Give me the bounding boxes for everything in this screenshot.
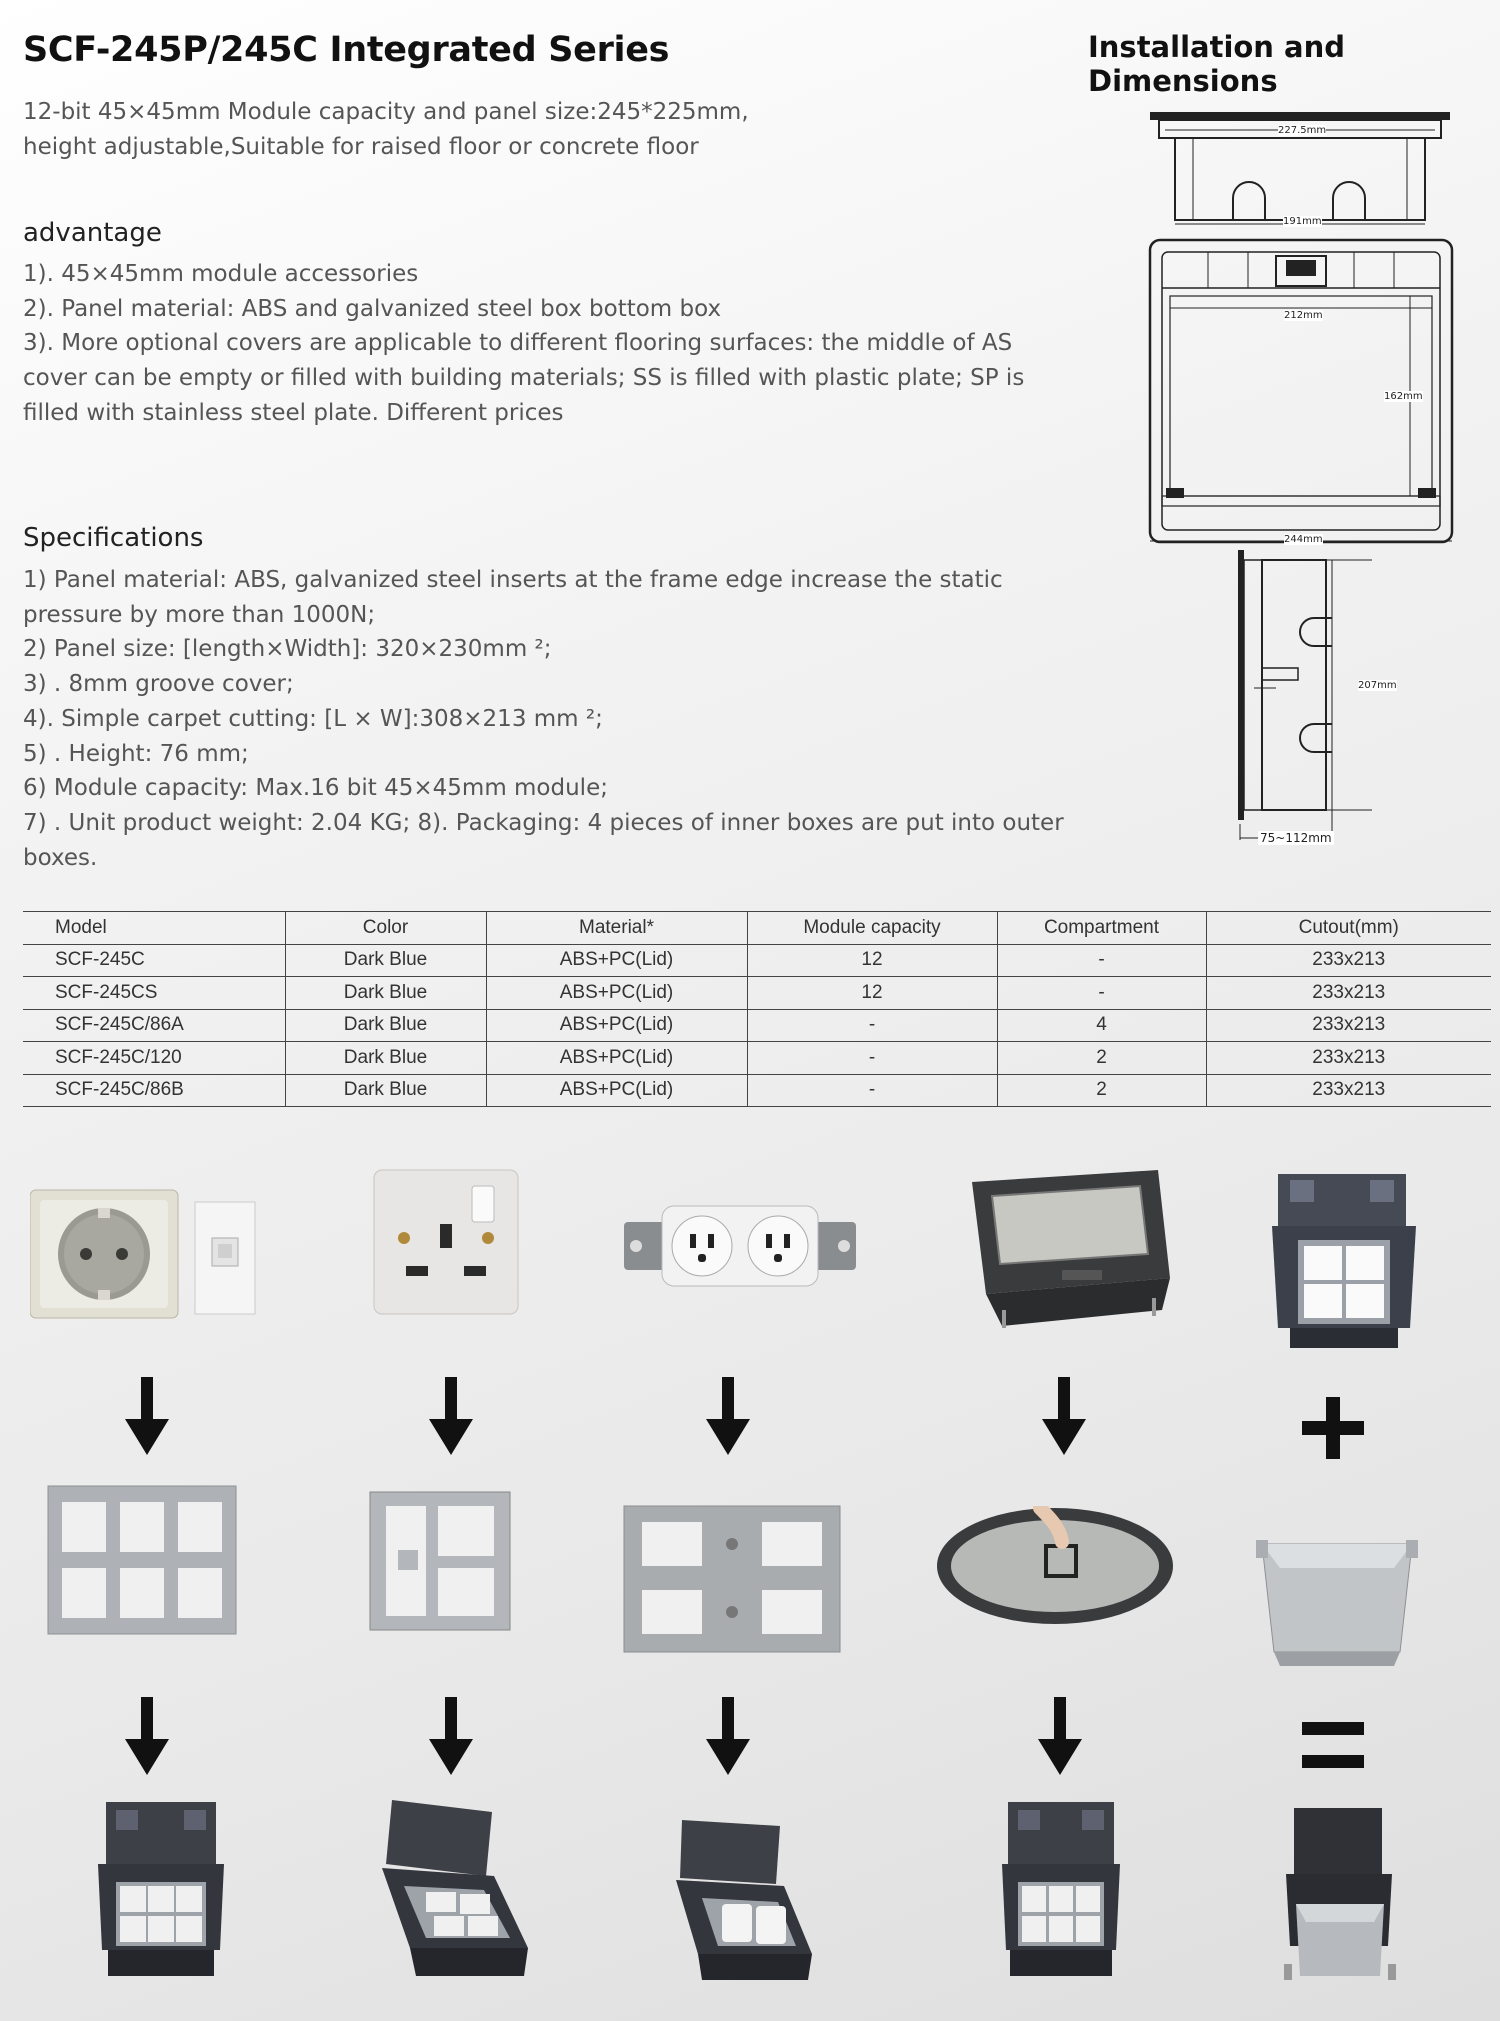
down-arrow-icon: [125, 1377, 169, 1455]
specifications-heading: Specifications: [23, 523, 204, 553]
spec-item: 2) Panel size: [length×Width]: 320×230mm ²;: [23, 636, 552, 663]
spec-item: 5) . Height: 76 mm;: [23, 740, 249, 767]
table-cell: Dark Blue: [285, 1074, 486, 1107]
column-header: Model: [23, 912, 285, 945]
subtitle: [23, 95, 1053, 165]
table-cell: 233x213: [1206, 1074, 1491, 1107]
table-cell: Dark Blue: [285, 1009, 486, 1042]
spec-item: 4). Simple carpet cutting: [L × W]:308×213 mm ²;: [23, 705, 603, 732]
table-cell: 233x213: [1206, 944, 1491, 977]
table-header-row: [23, 912, 1491, 945]
assembled-box-stone-lid-image: [1000, 1800, 1122, 1982]
table-row: [23, 1042, 1491, 1075]
down-arrow-icon: [429, 1377, 473, 1455]
drawing-side-view: [1236, 548, 1397, 848]
table-cell: 4: [997, 1009, 1206, 1042]
down-arrow-icon: [706, 1377, 750, 1455]
dimension-label: 75~112mm: [1260, 831, 1332, 845]
stone-lid-insert-hand-image: [936, 1506, 1174, 1630]
two-gang-steel-frame-image: [368, 1490, 512, 1636]
dimension-label: 162mm: [1384, 391, 1423, 402]
dimension-label: 191mm: [1283, 216, 1322, 227]
table-cell: Dark Blue: [285, 944, 486, 977]
model-table: [23, 911, 1491, 1107]
equals-icon: [1302, 1722, 1364, 1768]
table-cell: ABS+PC(Lid): [486, 1009, 747, 1042]
spec-item: 6) Module capacity: Max.16 bit 45×45mm module;: [23, 775, 608, 802]
down-arrow-icon: [429, 1697, 473, 1775]
table-row: [23, 1009, 1491, 1042]
table-row: [23, 1074, 1491, 1107]
us-duplex-receptacle-image: [624, 1204, 856, 1292]
drawing-top-view: [1145, 108, 1455, 228]
subtitle-line: 12-bit 45×45mm Module capacity and panel size:245*225mm,: [23, 99, 749, 125]
dimension-label: 207mm: [1358, 680, 1397, 691]
down-arrow-icon: [125, 1697, 169, 1775]
table-cell: SCF-245C/86B: [23, 1074, 285, 1107]
spec-item: 1) Panel material: ABS, galvanized steel inserts at the frame edge increase the static pressure by more than 1000N;: [23, 567, 1003, 628]
column-header: Compartment: [997, 912, 1206, 945]
advantage-list: [23, 257, 1068, 431]
floor-box-uk-sockets-image: [1270, 1172, 1418, 1356]
dimension-label: 227.5mm: [1278, 125, 1327, 136]
table-cell: SCF-245C/86A: [23, 1009, 285, 1042]
assembled-box-six-module-image: [96, 1800, 226, 1982]
dimension-label: 244mm: [1284, 534, 1323, 545]
table-cell: -: [747, 1042, 997, 1075]
table-cell: Dark Blue: [285, 977, 486, 1010]
column-header: Material*: [486, 912, 747, 945]
table-cell: 2: [997, 1074, 1206, 1107]
dimension-label: 212mm: [1284, 310, 1323, 321]
table-cell: 12: [747, 944, 997, 977]
spec-item: 3) . 8mm groove cover;: [23, 671, 294, 698]
advantage-item: 3). More optional covers are applicable to different flooring surfaces: the middle of AS cover can be empty or filled with building materials; SS is filled with plastic plate; SP is filled with stainless steel plate. Different prices: [23, 330, 1025, 426]
page-title: SCF-245P/245C Integrated Series: [23, 30, 670, 70]
installation-title: Installation and Dimensions: [1088, 30, 1346, 98]
table-cell: SCF-245CS: [23, 977, 285, 1010]
down-arrow-icon: [1042, 1377, 1086, 1455]
spec-item: 7) . Unit product weight: 2.04 KG; 8). Packaging: 4 pieces of inner boxes are put into outer boxes.: [23, 809, 1064, 871]
floor-box-stone-lid-image: [962, 1160, 1174, 1334]
table-cell: SCF-245C: [23, 944, 285, 977]
drawing-plan-view: [1148, 238, 1454, 544]
table-cell: 12: [747, 977, 997, 1010]
down-arrow-icon: [1038, 1697, 1082, 1775]
table-cell: -: [747, 1074, 997, 1107]
column-header: Cutout(mm): [1206, 912, 1491, 945]
table-cell: -: [997, 944, 1206, 977]
table-cell: ABS+PC(Lid): [486, 977, 747, 1010]
schuko-socket-image: [30, 1188, 260, 1324]
four-gang-steel-frame-image: [622, 1504, 842, 1658]
column-header: Module capacity: [747, 912, 997, 945]
table-cell: 2: [997, 1042, 1206, 1075]
table-cell: 233x213: [1206, 1042, 1491, 1075]
table-row: [23, 944, 1491, 977]
specifications-list: [23, 563, 1068, 875]
galvanized-back-box-image: [1254, 1534, 1420, 1672]
advantage-heading: advantage: [23, 218, 162, 248]
subtitle-line: height adjustable,Suitable for raised floor or concrete floor: [23, 134, 699, 160]
down-arrow-icon: [706, 1697, 750, 1775]
table-cell: 233x213: [1206, 977, 1491, 1010]
uk-switched-socket-image: [372, 1168, 520, 1320]
column-header: Color: [285, 912, 486, 945]
table-cell: ABS+PC(Lid): [486, 1074, 747, 1107]
table-cell: 233x213: [1206, 1009, 1491, 1042]
advantage-item: 1). 45×45mm module accessories: [23, 261, 419, 287]
table-cell: -: [997, 977, 1206, 1010]
six-gang-steel-frame-image: [46, 1484, 238, 1640]
table-cell: ABS+PC(Lid): [486, 1042, 747, 1075]
plus-icon: [1302, 1397, 1364, 1459]
table-cell: -: [747, 1009, 997, 1042]
table-row: [23, 977, 1491, 1010]
assembled-box-us-duplex-image: [672, 1818, 816, 1986]
table-cell: SCF-245C/120: [23, 1042, 285, 1075]
advantage-item: 2). Panel material: ABS and galvanized steel box bottom box: [23, 295, 722, 322]
assembled-box-empty-image: [1282, 1806, 1398, 1986]
table-cell: ABS+PC(Lid): [486, 944, 747, 977]
assembled-box-four-uk-image: [376, 1798, 532, 1984]
table-cell: Dark Blue: [285, 1042, 486, 1075]
